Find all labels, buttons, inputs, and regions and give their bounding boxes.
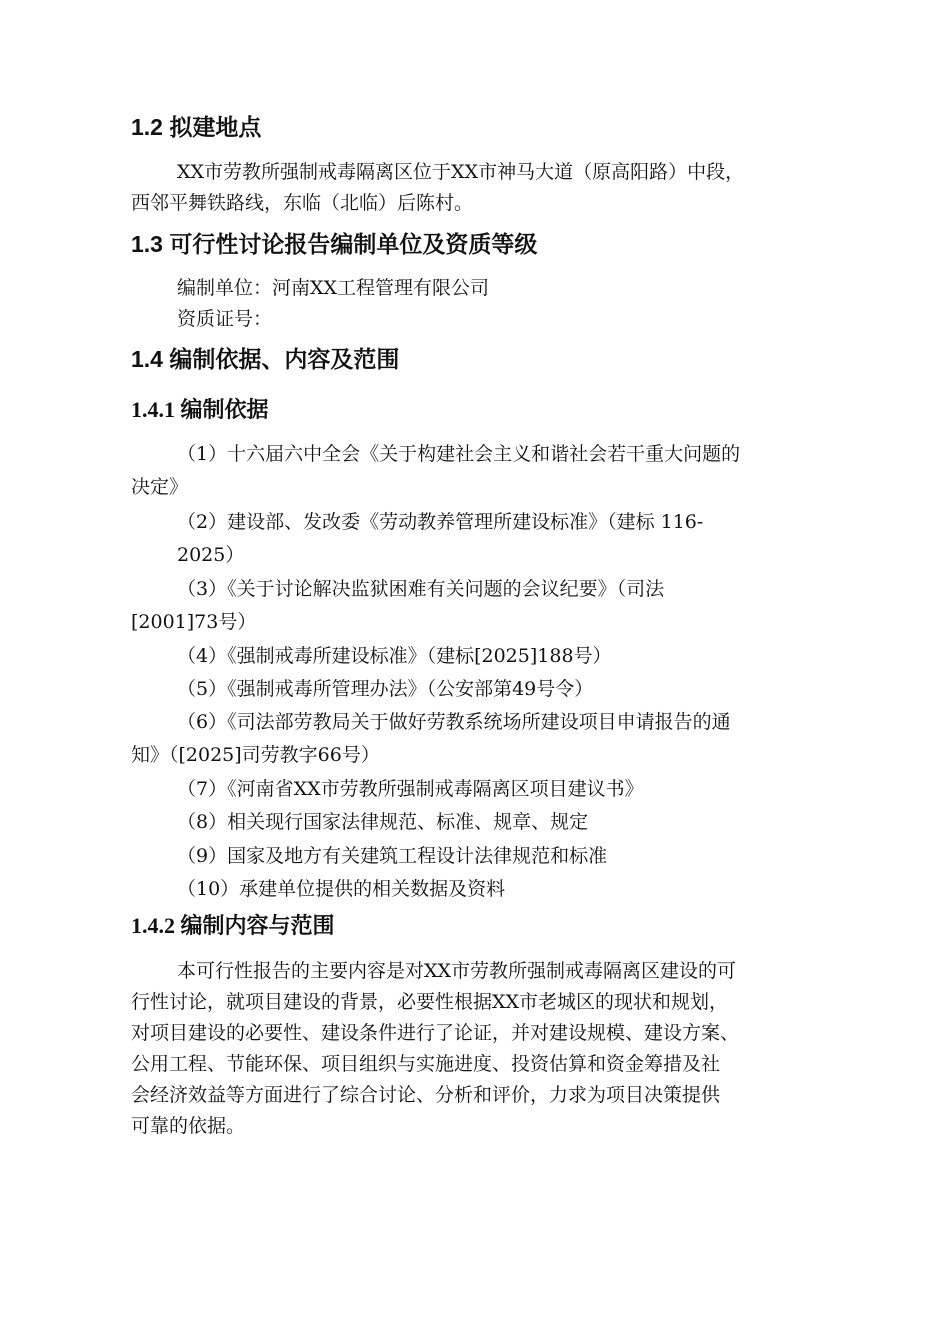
basis-item-2 [131, 506, 851, 572]
basis-item-line: 知》（[2025]司劳教字66号） [131, 744, 380, 766]
paragraph-line: 会经济效益等方面进行了综合讨论、分析和评价，力求为项目决策提供 [131, 1084, 721, 1106]
basis-item-6 [131, 706, 851, 772]
paragraph-line: 对项目建设的必要性、建设条件进行了论证，并对建设规模、建设方案、 [131, 1022, 740, 1044]
basis-item-line: （1）十六届六中全会《关于构建社会主义和谐社会若干重大问题的 [177, 443, 741, 465]
paragraph-location [131, 157, 831, 219]
basis-item-8 [131, 806, 851, 839]
basis-item-line: （3）《关于讨论解决监狱困难有关问题的会议纪要》（司法 [177, 578, 665, 600]
paragraph-line: 行性讨论，就项目建设的背景，必要性根据XX市老城区的现状和规划， [131, 991, 729, 1013]
heading-1-4-2: 1.4.2 编制内容与范围 [131, 913, 335, 938]
basis-item-line: （2）建设部、发改委《劳动教养管理所建设标准》（建标 116- [177, 511, 704, 533]
basis-item-line: （10）承建单位提供的相关数据及资料 [177, 878, 506, 900]
basis-item-5 [131, 673, 851, 706]
basis-item-line: （8）相关现行国家法律规范、标准、规章、规定 [177, 811, 589, 833]
paragraph-line: 本可行性报告的主要内容是对XX市劳教所强制戒毒隔离区建设的可 [177, 960, 737, 982]
basis-item-line: （9）国家及地方有关建筑工程设计法律规范和标准 [177, 845, 608, 867]
basis-item-4 [131, 640, 851, 673]
basis-item-9 [131, 840, 851, 873]
heading-1-2: 1.2 拟建地点 [131, 114, 262, 140]
paragraph-unit [131, 273, 831, 335]
heading-1-3: 1.3 可行性讨论报告编制单位及资质等级 [131, 231, 538, 257]
heading-1-4: 1.4 编制依据、内容及范围 [131, 346, 400, 372]
heading-1-4-1: 1.4.1 编制依据 [131, 397, 269, 422]
basis-item-line: 2025） [177, 544, 245, 566]
basis-item-7 [131, 773, 851, 806]
paragraph-line: 西邻平舞铁路线，东临（北临）后陈村。 [131, 192, 474, 214]
basis-item-10 [131, 873, 851, 906]
paragraph-line: 公用工程、节能环保、项目组织与实施进度、投资估算和资金筹措及社 [131, 1053, 721, 1075]
basis-item-line: （6）《司法部劳教局关于做好劳教系统场所建设项目申请报告的通 [177, 711, 731, 733]
paragraph-scope [131, 956, 871, 1142]
paragraph-line: 可靠的依据。 [131, 1115, 246, 1137]
basis-item-line: （7）《河南省XX市劳教所强制戒毒隔离区项目建议书》 [177, 778, 644, 800]
basis-item-1 [131, 438, 851, 504]
certificate-number: 资质证号： [177, 308, 273, 330]
basis-item-line: （4）《强制戒毒所建设标准》（建标[2025]188号） [177, 645, 612, 667]
basis-item-3 [131, 573, 851, 639]
paragraph-line: XX市劳教所强制戒毒隔离区位于XX市神马大道（原高阳路）中段， [177, 161, 745, 183]
basis-item-line: （5）《强制戒毒所管理办法》（公安部第49号令） [177, 678, 594, 700]
compiling-unit: 编制单位：河南XX工程管理有限公司 [177, 277, 490, 299]
basis-item-line: 决定》 [131, 476, 189, 498]
basis-item-line: [2001]73号） [131, 611, 257, 633]
